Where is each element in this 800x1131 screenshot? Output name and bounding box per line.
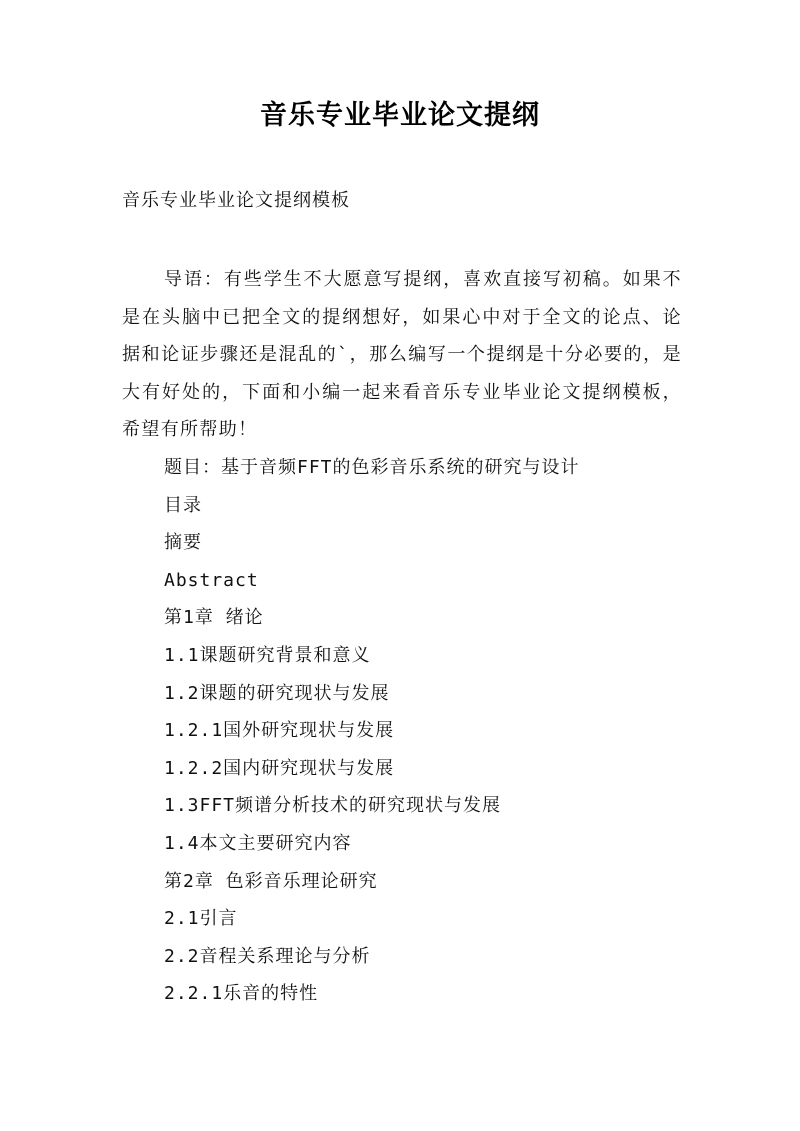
outline-item: 第2章 色彩音乐理论研究 xyxy=(164,870,378,892)
outline-item: 2.1引言 xyxy=(164,908,238,930)
outline-item: 2.2.1乐音的特性 xyxy=(164,983,319,1005)
outline-item: 1.2.1国外研究现状与发展 xyxy=(164,720,395,742)
outline-item: 1.2.2国内研究现状与发展 xyxy=(164,757,395,779)
outline-item: 摘要 xyxy=(164,532,202,554)
outline-item: 1.2课题的研究现状与发展 xyxy=(164,682,390,704)
document-title: 音乐专业毕业论文提纲 xyxy=(260,100,540,131)
outline-item: 1.1课题研究背景和意义 xyxy=(164,644,371,666)
outline-item: 第1章 绪论 xyxy=(164,607,264,629)
outline-list xyxy=(164,449,580,1013)
outline-item: 目录 xyxy=(164,494,202,516)
outline-item: 题目：基于音频FFT的色彩音乐系统的研究与设计 xyxy=(164,457,580,478)
outline-item: 2.2音程关系理论与分析 xyxy=(164,945,371,967)
document-subtitle: 音乐专业毕业论文提纲模板 xyxy=(122,190,350,211)
intro-paragraph: 导语：有些学生不大愿意写提纲，喜欢直接写初稿。如果不是在头脑中已把全文的提纲想好，如果心中对于全文的论点、论据和论证步骤还是混乱的`，那么编写一个提纲是十分必要的，是大有好处的，下面和小编一起来看音乐专业毕业论文提纲模板，希望有所帮助！ xyxy=(122,269,682,440)
outline-item: Abstract xyxy=(164,569,259,591)
outline-item: 1.3FFT频谱分析技术的研究现状与发展 xyxy=(164,795,502,817)
outline-item: 1.4本文主要研究内容 xyxy=(164,832,352,854)
